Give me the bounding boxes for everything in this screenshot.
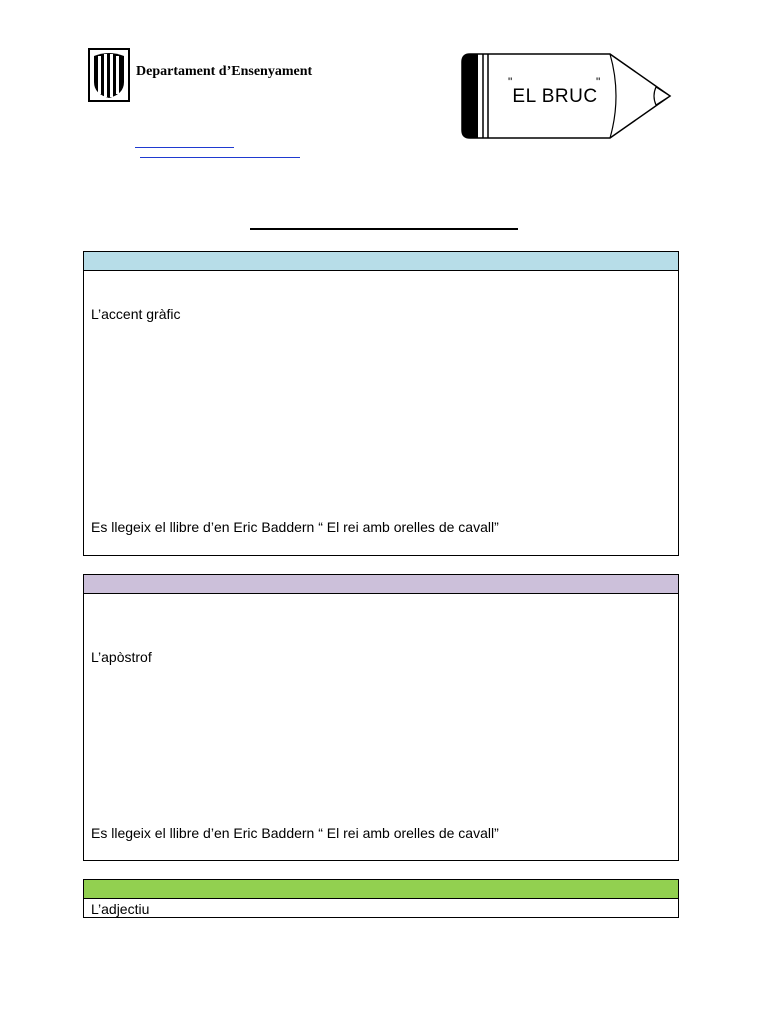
section-reading: Es llegeix el llibre d’en Eric Baddern “ El rei amb orelles de cavall” xyxy=(91,519,499,535)
section-accent-grafic xyxy=(83,251,679,556)
department-name: Departament d’Ensenyament xyxy=(136,64,313,79)
link-underline[interactable] xyxy=(140,157,300,158)
section-adjectiu xyxy=(83,879,679,918)
section-apostrof xyxy=(83,574,679,861)
link-underline[interactable] xyxy=(135,147,234,148)
svg-text:": " xyxy=(508,75,513,89)
section-topic: L’accent gràfic xyxy=(91,306,181,322)
section-topic: L’adjectiu xyxy=(91,901,150,917)
school-name: EL BRUC xyxy=(512,86,598,107)
svg-text:": " xyxy=(596,75,601,89)
title-rule xyxy=(250,228,518,230)
section-header-bar xyxy=(84,880,678,899)
generalitat-shield-icon xyxy=(88,48,130,102)
section-header-bar xyxy=(84,252,678,271)
section-reading: Es llegeix el llibre d’en Eric Baddern “ El rei amb orelles de cavall” xyxy=(91,825,499,841)
section-header-bar xyxy=(84,575,678,594)
section-topic: L’apòstrof xyxy=(91,649,152,665)
